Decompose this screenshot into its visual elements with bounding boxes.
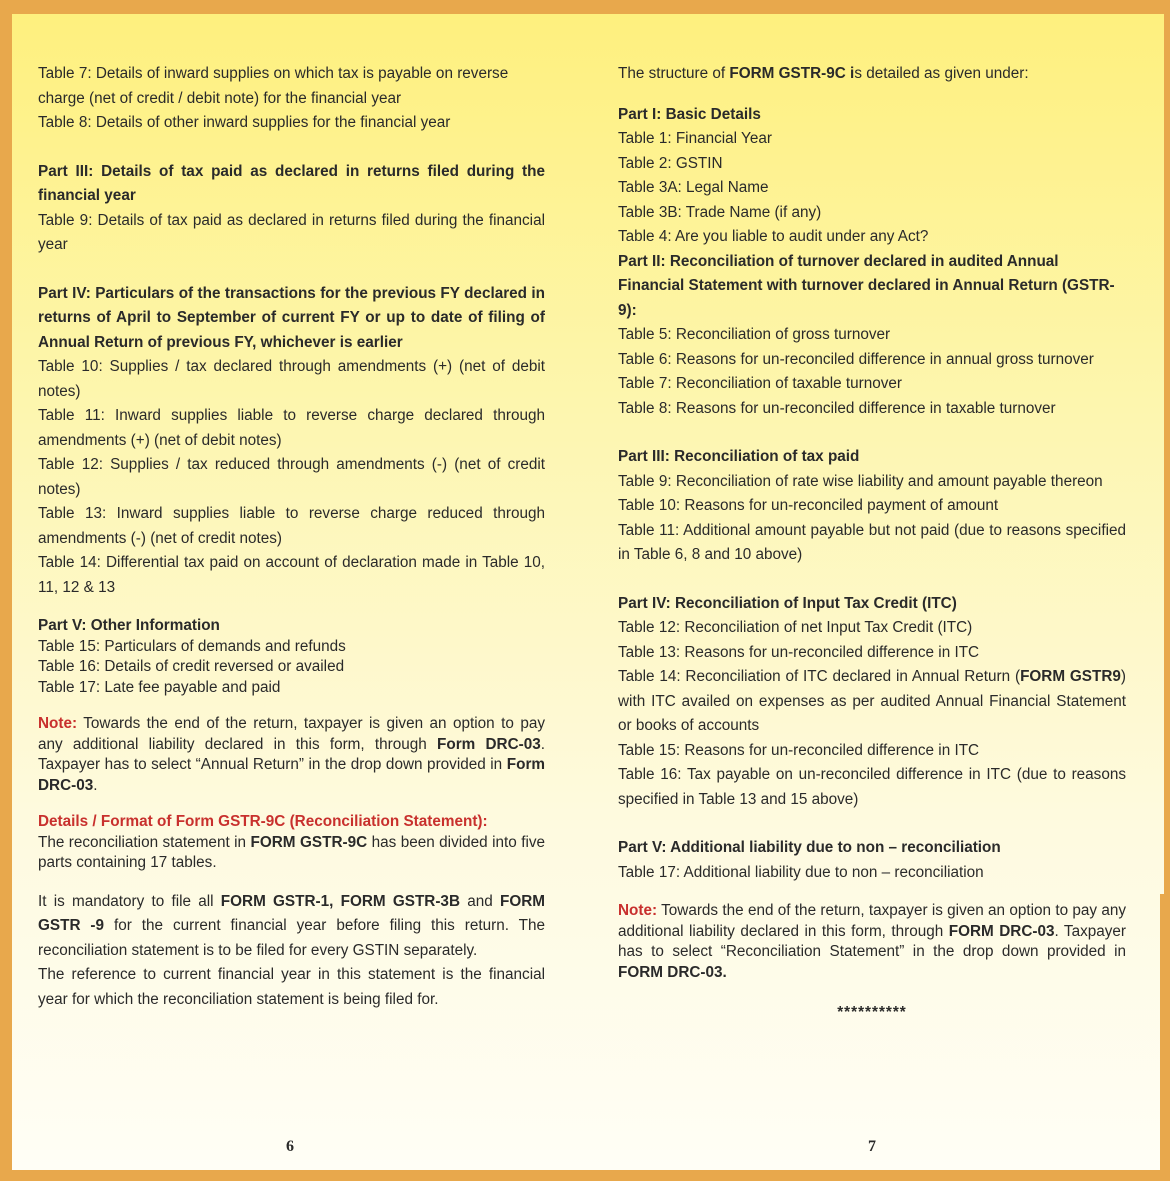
part-4-heading: Part IV: Particulars of the transactions for the previous FY declared in returns of April to September of current FY or up to date of filing of Annual Return of previous FY, whichever is earlier bbox=[38, 284, 545, 351]
table-10-line: Table 10: Supplies / tax declared through amendments (+) (net of debit notes) bbox=[38, 358, 545, 400]
structure-intro: The structure of FORM GSTR-9C is detailed as given under: bbox=[618, 65, 1029, 82]
table-9-line: Table 9: Details of tax paid as declared in returns filed during the financial year bbox=[38, 211, 545, 253]
left-page bbox=[38, 62, 545, 1012]
table-17-line: Table 17: Late fee payable and paid bbox=[38, 678, 281, 696]
table-2-line: Table 2: GSTIN bbox=[618, 154, 723, 172]
part-4-heading: Part IV: Reconciliation of Input Tax Credit (ITC) bbox=[618, 594, 957, 612]
note-label: Note: bbox=[618, 902, 658, 919]
table-1-line: Table 1: Financial Year bbox=[618, 130, 772, 147]
part-5-heading: Part V: Additional liability due to non – reconciliation bbox=[618, 839, 1001, 856]
table-8-line: Table 8: Reasons for un-reconciled difference in taxable turnover bbox=[618, 399, 1056, 417]
table-15-line: Table 15: Particulars of demands and refunds bbox=[38, 637, 346, 655]
table-17-line: Table 17: Additional liability due to non – reconciliation bbox=[618, 863, 984, 881]
page-number-right: 7 bbox=[868, 1138, 876, 1155]
part-2-heading: Part II: Reconciliation of turnover declared in audited Annual Financial Statement with turnover declared in Annual Return (GSTR-9): bbox=[618, 252, 1115, 319]
end-stars: ********** bbox=[837, 1004, 907, 1021]
table-14-line: Table 14: Differential tax paid on account of declaration made in Table 10, 11, 12 & 13 bbox=[38, 554, 545, 596]
table-13-line: Table 13: Reasons for un-reconciled difference in ITC bbox=[618, 643, 980, 661]
table-14-line: Table 14: Reconciliation of ITC declared in Annual Return (FORM GSTR9) with ITC availed on expenses as per audited Annual Financial Statement or books of accounts bbox=[618, 668, 1127, 734]
note-paragraph: Note: Towards the end of the return, taxpayer is given an option to pay any additional liability declared in this form, through FORM DRC-03. Taxpayer has to select “Reconciliation Statement” in the drop down provided in FORM DRC-03. bbox=[618, 902, 1127, 981]
table-4-line: Table 4: Are you liable to audit under any Act? bbox=[618, 228, 929, 245]
part-5-heading: Part V: Other Information bbox=[38, 617, 220, 634]
note-paragraph: Note: Towards the end of the return, taxpayer is given an option to pay any additional liability declared in this form, through Form DRC-03. Taxpayer has to select “Annual Return” in the drop down provided in Form DRC-03. bbox=[38, 715, 546, 794]
table-9-line: Table 9: Reconciliation of rate wise liability and amount payable thereon bbox=[618, 472, 1103, 490]
mandatory-paragraph: It is mandatory to file all FORM GSTR-1, FORM GSTR-3B and FORM GSTR -9 for the current financial year before filing this return. The reconciliation statement is to be filed for every GSTIN separately. bbox=[38, 892, 546, 959]
table-8-line: Table 8: Details of other inward supplies for the financial year bbox=[38, 114, 451, 131]
table-3b-line: Table 3B: Trade Name (if any) bbox=[618, 203, 822, 221]
reference-paragraph: The reference to current financial year in this statement is the financial year for which the reconciliation statement is being filed for. bbox=[38, 966, 545, 1008]
part-3-heading: Part III: Details of tax paid as declared in returns filed during the financial year bbox=[38, 162, 545, 204]
details-heading: Details / Format of Form GSTR-9C (Reconciliation Statement): bbox=[38, 813, 488, 830]
part-3-heading: Part III: Reconciliation of tax paid bbox=[618, 448, 860, 465]
booklet-spread bbox=[12, 14, 1164, 1170]
table-10-line: Table 10: Reasons for un-reconciled payment of amount bbox=[618, 497, 999, 514]
table-3a-line: Table 3A: Legal Name bbox=[618, 179, 769, 196]
table-13-line: Table 13: Inward supplies liable to reverse charge reduced through amendments (-) (net of credit notes) bbox=[38, 505, 545, 547]
table-16-line: Table 16: Details of credit reversed or availed bbox=[38, 658, 345, 675]
page-number-left: 6 bbox=[286, 1138, 294, 1155]
table-5-line: Table 5: Reconciliation of gross turnover bbox=[618, 326, 891, 343]
table-11-line: Table 11: Inward supplies liable to reverse charge declared through amendments (+) (net of debit notes) bbox=[38, 407, 545, 449]
table-15-line: Table 15: Reasons for un-reconciled difference in ITC bbox=[618, 741, 980, 759]
table-11-line: Table 11: Additional amount payable but not paid (due to reasons specified in Table 6, 8 and 10 above) bbox=[618, 521, 1126, 563]
part-1-heading: Part I: Basic Details bbox=[618, 105, 761, 123]
table-6-line: Table 6: Reasons for un-reconciled difference in annual gross turnover bbox=[618, 350, 1094, 368]
note-label: Note: bbox=[38, 715, 78, 732]
table-12-line: Table 12: Reconciliation of net Input Tax Credit (ITC) bbox=[618, 619, 973, 636]
table-7-line: Table 7: Reconciliation of taxable turnover bbox=[618, 375, 903, 392]
page-edge bbox=[1160, 894, 1164, 1170]
table-12-line: Table 12: Supplies / tax reduced through amendments (-) (net of credit notes) bbox=[38, 456, 545, 498]
recon-paragraph: The reconciliation statement in FORM GSTR-9C has been divided into five parts containing 17 tables. bbox=[38, 833, 546, 871]
right-page bbox=[618, 62, 1126, 1026]
table-7-line: Table 7: Details of inward supplies on which tax is payable on reverse charge (net of credit / debit note) for the financial year bbox=[38, 65, 509, 107]
table-16-line: Table 16: Tax payable on un-reconciled difference in ITC (due to reasons specified in Table 13 and 15 above) bbox=[618, 766, 1126, 808]
